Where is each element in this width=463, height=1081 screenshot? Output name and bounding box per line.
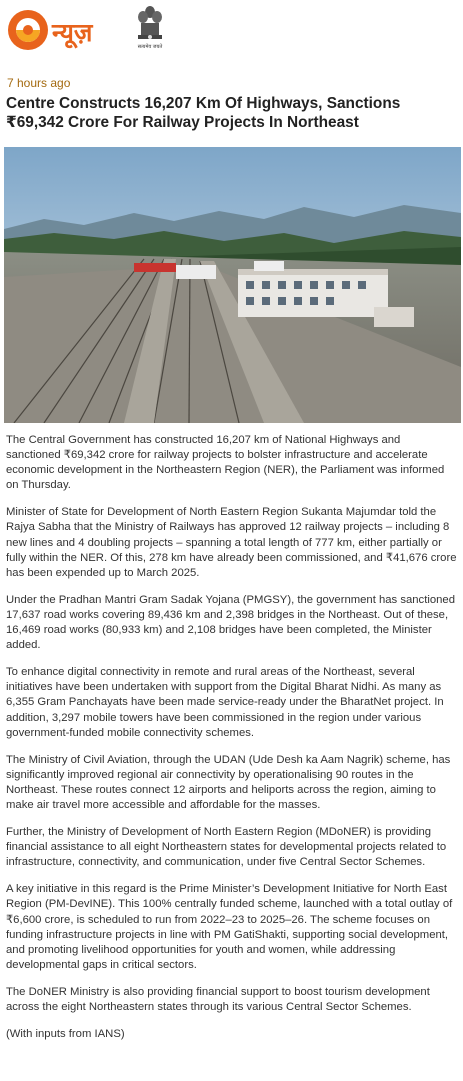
article-paragraph: The DoNER Ministry is also providing financial support to boost tourism development across the eight Northeastern states through its various Central Sector Schemes. — [6, 985, 430, 1013]
article-paragraph: Under the Pradhan Mantri Gram Sadak Yojana (PMGSY), the government has sanctioned 17,637 road works covering 89,436 km and 2,398 bridges in the Northeast. Out of these, 16,469 road works (80,933 km) and 2,108 bridges have been completed, the Minister added. — [6, 593, 455, 652]
article-source-note: (With inputs from IANS) — [6, 1028, 125, 1041]
article-paragraph: To enhance digital connectivity in remote and rural areas of the Northeast, several initiatives have been undertaken with support from the Digital Bharat Nidhi. As many as 6,355 Gram Panchayats have been made service-ready under the BharatNet project. In addition, 3,297 mobile towers have been commissioned in the region under various government-funded mobile connectivity schemes. — [6, 666, 444, 739]
article-paragraph: Minister of State for Development of North Eastern Region Sukanta Majumdar told the Rajya Sabha that the Ministry of Railways has approved 12 railway projects – including 8 new lines and 4 doubling projects – spanning a total length of 777 km, either partially or fully within the NER. Of this, 278 km have already been commissioned, and ₹41,676 crore has been expended up to March 2025. — [6, 506, 457, 579]
logo-icon — [8, 10, 48, 50]
site-header — [0, 0, 463, 62]
article-paragraph: Further, the Ministry of Development of North Eastern Region (MDoNER) is providing financial assistance to all eight Northeastern states for developmental projects related to infrastructure, connectivity, and communication, under five Central Sector Schemes. — [6, 826, 447, 869]
article-time: 7 hours ago — [7, 76, 71, 90]
emblem-caption: सत्यमेव जयते — [137, 44, 163, 50]
news-logo[interactable] — [6, 8, 130, 52]
article-body — [6, 433, 458, 1054]
article-paragraph: A key initiative in this regard is the Prime Minister’s Development Initiative for North East Region (PM-DevINE). This 100% centrally funded scheme, launched with a total outlay of ₹6,600 crore, is scheduled to run from 2022–23 to 2025–26. The scheme focuses on funding infrastructure projects in line with PM GatiShakti, supporting social development, and promoting livelihood opportunities for youth and women, while addressing developmental gaps in critical sectors. — [6, 883, 453, 971]
state-emblem-icon — [134, 4, 166, 52]
article-paragraph: The Ministry of Civil Aviation, through the UDAN (Ude Desh ka Aam Nagrik) scheme, has significantly improved regional air connectivity by operationalising 90 routes in the Northeast. These routes connect 12 airports and heliports across the region, aiming to make air travel more accessible and affordable for the masses. — [6, 753, 451, 811]
brand-text: न्यूज़ — [52, 18, 93, 47]
article-paragraph: The Central Government has constructed 16,207 km of National Highways and sanctioned ₹69,342 crore for railway projects to bolster infrastructure and accelerate economic development in the Northeastern Region (NER), the Parliament was informed on Thursday. — [6, 434, 445, 492]
article-title: Centre Constructs 16,207 Km Of Highways, Sanctions ₹69,342 Crore For Railway Projects In Northeast — [6, 95, 401, 131]
article-hero-image — [4, 147, 461, 423]
